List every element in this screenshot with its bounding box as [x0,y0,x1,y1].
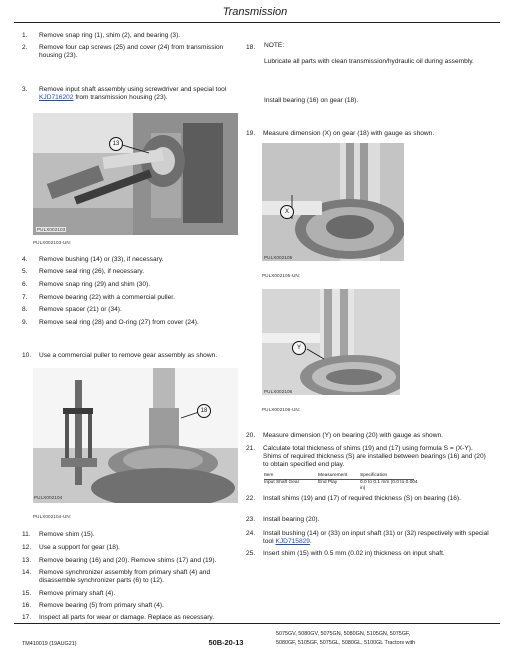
step-2: 2. Remove four cap screws (25) and cover (24) from transmission housing (23). [22,44,224,60]
step-10: 10. Use a commercial puller to remove gear assembly as shown. [22,352,218,359]
photo-bearing-gauge-illustration [262,289,400,395]
callout-13: 13 [109,137,123,151]
spec-header-measurement: Measurement [318,473,348,478]
footer-models-line-1: 5075GV, 5080GV, 5075GN, 5080GN, 5105GN, 5075GF, [276,631,411,637]
page-header-title: Transmission [222,6,288,18]
step-23: 23. Install bearing (20). [246,516,320,523]
step-14: 14. Remove synchronizer assembly from primary shaft (4) and disassemble synchronizer parts (6) to (12). [22,569,211,585]
note-label: NOTE: [264,42,285,49]
photo-gear-puller [33,368,238,503]
footer-doc-id: TM410019 (19AUG21) [22,641,77,647]
photo-caption: PULX002106-UN: [262,407,301,412]
step-8: 8. Remove spacer (21) or (34). [22,306,122,313]
photo-code: PULX002106 [264,389,293,394]
spec-header-specification: Specification [360,473,388,478]
step-1: 1. Remove snap ring (1), shim (2), and bearing (3). [22,32,181,39]
spec-header-item: Item [264,473,274,478]
photo-code: PULX002105 [264,255,293,260]
step-11: 11. Remove shim (15). [22,531,95,538]
photo-input-shaft-illustration [33,113,238,235]
step-18-number: 18. [246,44,256,51]
step-12: 12. Use a support for gear (18). [22,544,120,551]
photo-gear-puller-illustration [33,368,238,503]
special-tool-link-kjd715829[interactable]: KJD715829 [275,538,310,546]
photo-code: PULX002103 [37,227,66,232]
step-21: 21. Calculate total thickness of shims (19) and (17) using formula S = (X-Y). Shims of required thickness (S) are installed between bearings (16) and (20) to obtain specified end play. [246,445,486,469]
photo-gear-gauge-illustration [262,143,404,261]
photo-code: PULX002104 [34,495,63,500]
step-6: 6. Remove snap ring (29) and shim (30). [22,281,151,288]
photo-caption: PULX002103-UN: [33,240,72,245]
photo-caption: PULX002104-UN: [33,514,72,519]
special-tool-link-kjd716202[interactable]: KJD716202 [39,94,74,102]
step-22: 22. Install shims (19) and (17) of required thickness (S) on bearing (16). [246,495,461,502]
step-15: 15. Remove primary shaft (4). [22,590,116,597]
step-19: 19. Measure dimension (X) on gear (18) with gauge as shown. [246,130,435,137]
step-16: 16. Remove bearing (5) from primary shaft (4). [22,602,164,609]
specification-table [264,473,418,492]
photo-caption: PULX002105-UN: [262,273,301,278]
step-4: 4. Remove bushing (14) or (33), if necessary. [22,256,164,263]
step-13: 13. Remove bearing (16) and (20). Remove shims (17) and (19). [22,557,217,564]
photo-bearing-dimension-y [262,289,400,395]
step-3: 3. Remove input shaft assembly using screwdriver and special tool KJD716202 from transmission housing (23). [22,86,227,102]
callout-y: Y [292,341,306,355]
note-text: Lubricate all parts with clean transmission/hydraulic oil during assembly. [264,58,474,65]
step-25: 25. Insert shim (15) with 0.5 mm (0.02 in) thickness on input shaft. [246,550,445,557]
footer-divider [14,623,500,624]
callout-x: X [280,205,294,219]
header-divider [14,22,500,23]
step-24: 24. Install bushing (14) or (33) on input shaft (31) or (32) respectively with special tool KJD715829. [246,530,489,546]
spec-item: Input Shaft Gear [264,480,300,485]
footer-models-line-2: 5080GF, 5105GF, 5075GL, 5080GL, 5100GL Tractors with [276,640,416,646]
step-9: 9. Remove seal ring (28) and O-ring (27) from cover (24). [22,319,199,326]
photo-input-shaft-removal [33,113,238,235]
spec-value: 0.0 to 0.1 mm (0.0 to 0.004 in) [360,480,418,492]
callout-18: 18 [197,404,211,418]
photo-gear-dimension-x [262,143,404,261]
step-5: 5. Remove seal ring (26), if necessary. [22,268,145,275]
spec-measurement: End Play [318,480,338,485]
step-20: 20. Measure dimension (Y) on bearing (20) with gauge as shown. [246,432,443,439]
step-17: 17. Inspect all parts for wear or damage. Replace as necessary. [22,614,215,621]
footer-page-number: 50B-20-13 [208,638,244,647]
step-7: 7. Remove bearing (22) with a commercial puller. [22,294,175,301]
step-18-text: Install bearing (16) on gear (18). [264,97,359,104]
